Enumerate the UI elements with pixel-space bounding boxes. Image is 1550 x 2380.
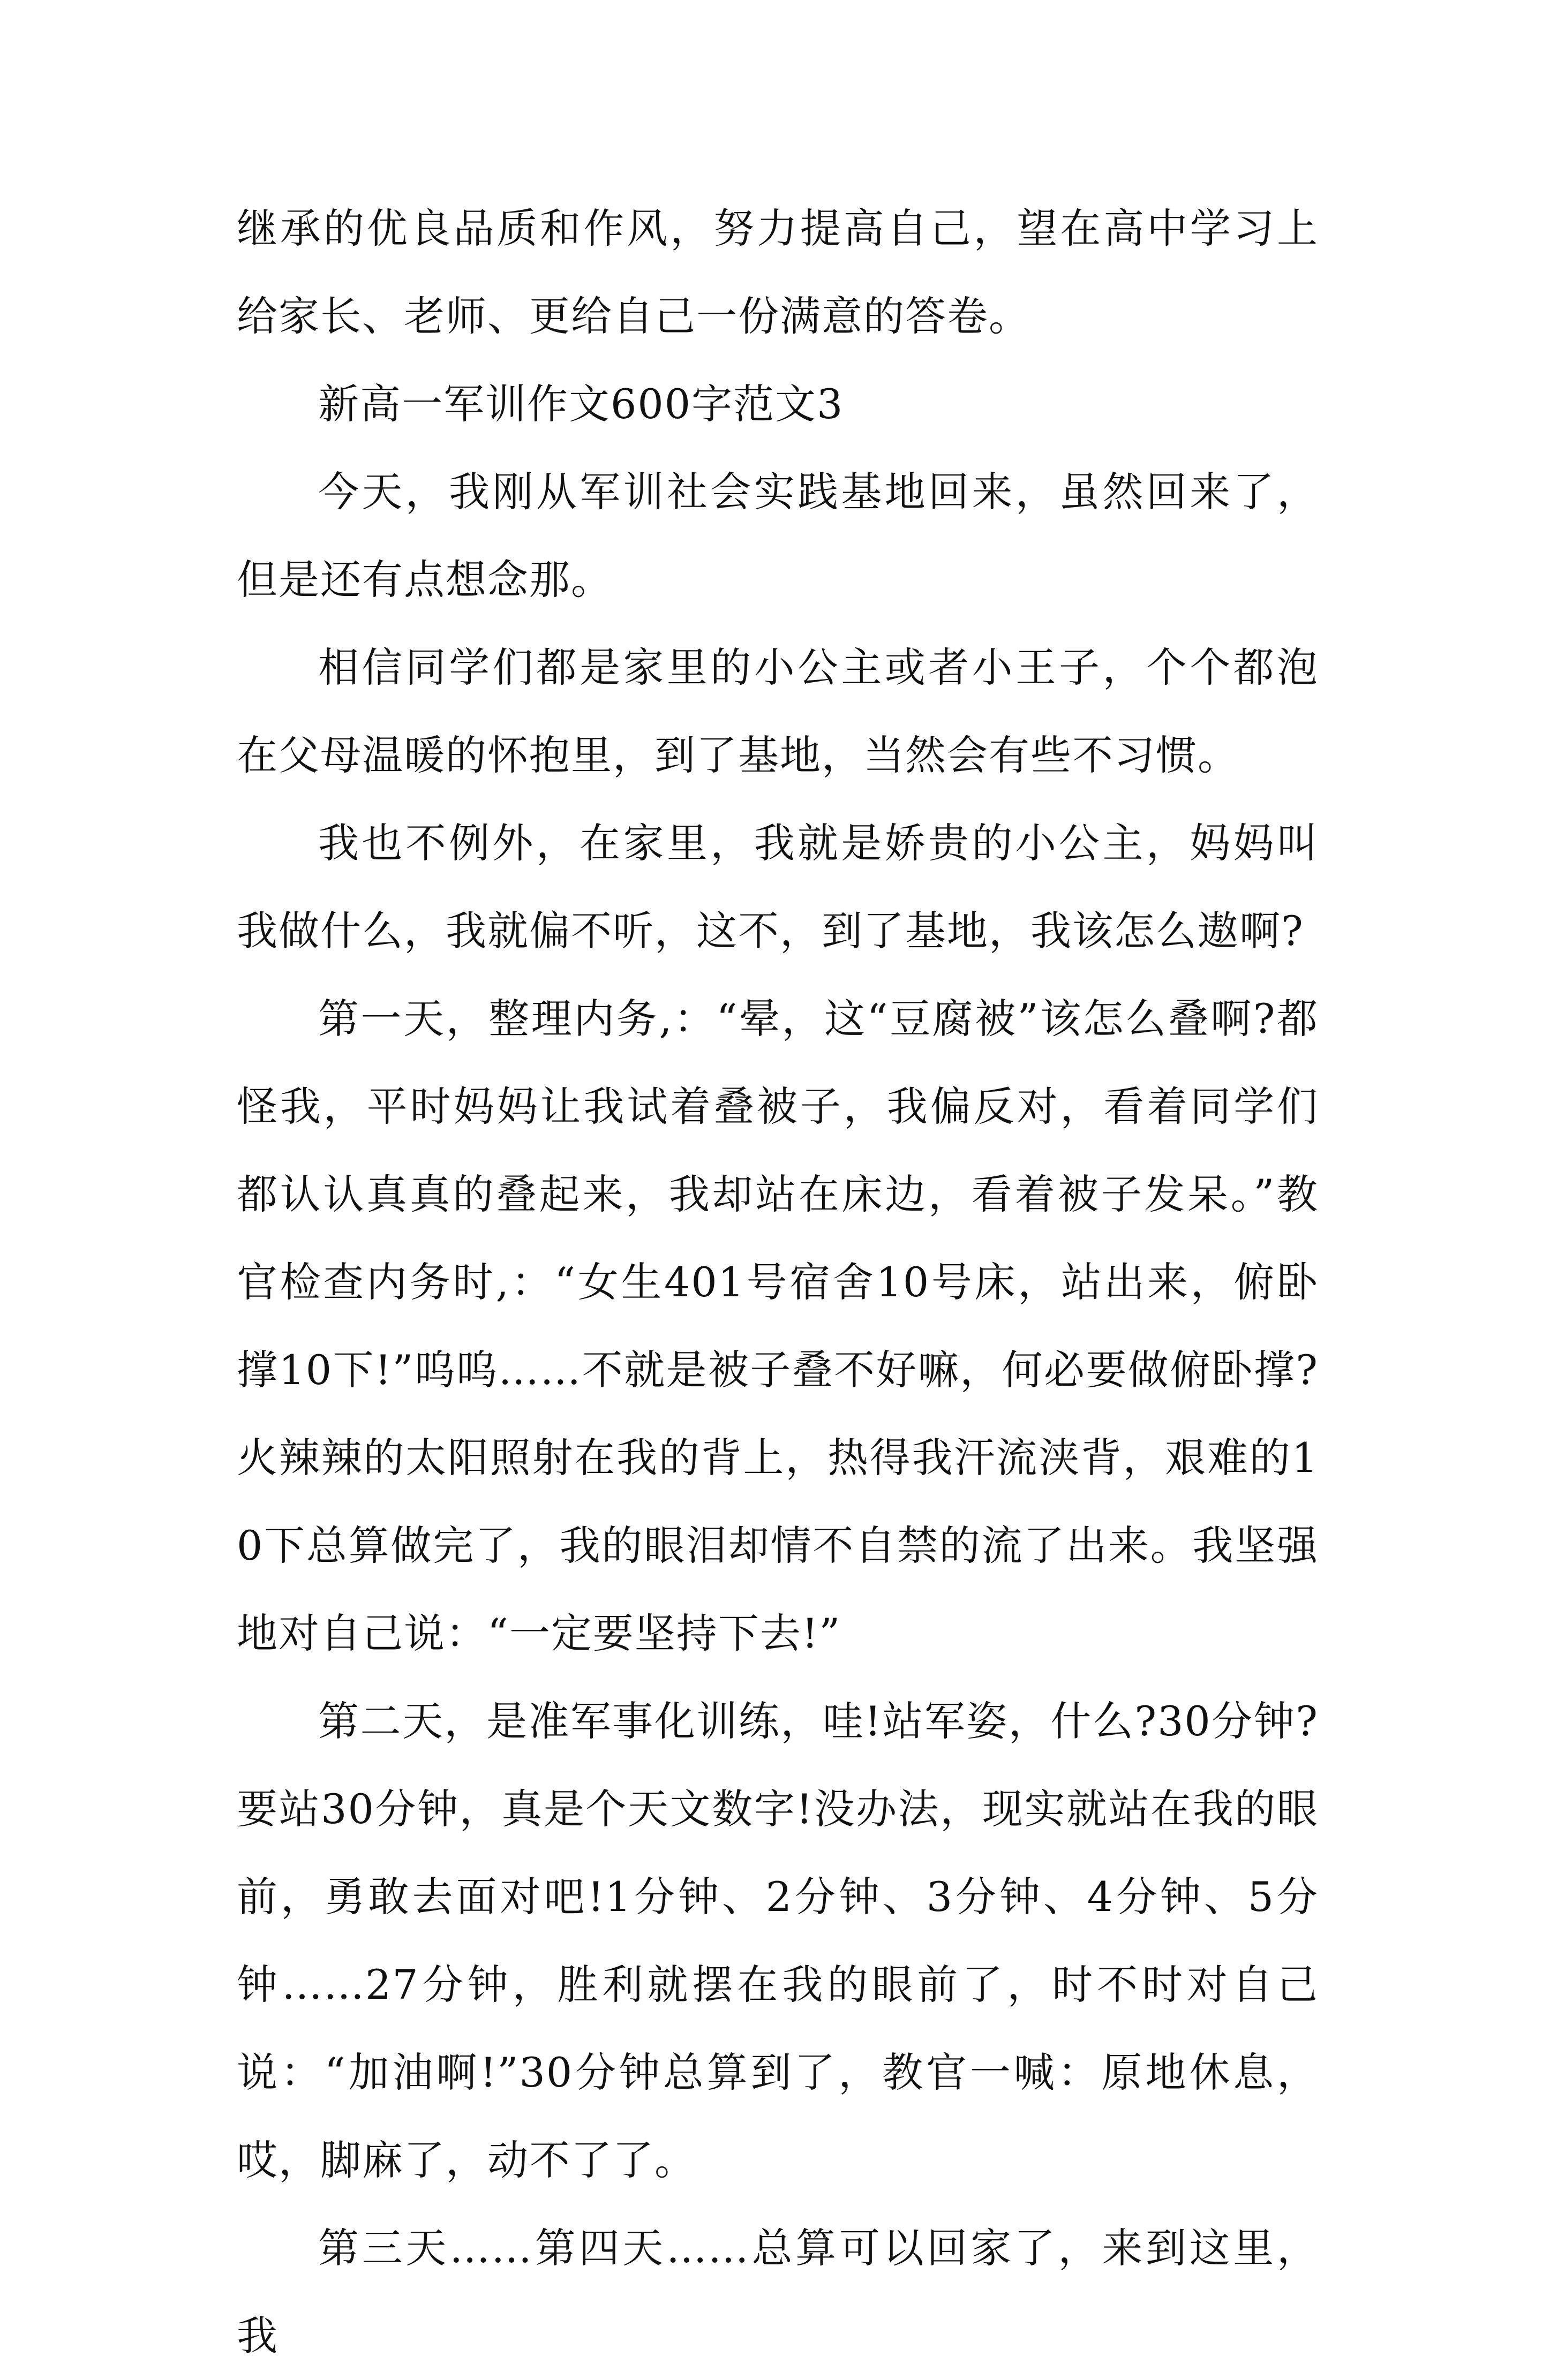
body-text	[237, 185, 1319, 2380]
paragraph: 第三天……第四天……总算可以回家了，来到这里，我	[237, 2224, 1319, 2360]
paragraph: 第一天，整理内务,：“晕，这“豆腐被”该怎么叠啊?都怪我，平时妈妈让我试着叠被子，我偏反对，看着同学们都认认真真的叠起来，我却站在床边，看着被子发呆。”教官检查内务时,：“女生401号宿舍10号床，站出来，俯卧撑10下!”呜呜……不就是被子叠不好嘛，何必要做俯卧撑?火辣辣的太阳照射在我的背上，热得我汗流浃背，艰难的10下总算做完了，我的眼泪却情不自禁的流了出来。我坚强地对自己说：“一定要坚持下去!”	[237, 995, 1319, 1657]
paragraph: 第二天，是准军事化训练，哇!站军姿，什么?30分钟?要站30分钟，真是个天文数字!没办法，现实就站在我的眼前，勇敢去面对吧!1分钟、2分钟、3分钟、4分钟、5分钟……27分钟，胜利就摆在我的眼前了，时不时对自己说：“加油啊!”30分钟总算到了，教官一喊：原地休息，哎，脚麻了，动不了了。	[237, 1697, 1319, 2184]
paragraph: 继承的优良品质和作风，努力提高自己，望在高中学习上给家长、老师、更给自己一份满意的答卷。	[237, 205, 1319, 340]
paragraph: 我也不例外，在家里，我就是娇贵的小公主，妈妈叫我做什么，我就偏不听，这不，到了基地，我该怎么遨啊?	[237, 819, 1319, 955]
paragraph: 相信同学们都是家里的小公主或者小王子，个个都泡在父母温暖的怀抱里，到了基地，当然会有些不习惯。	[237, 644, 1319, 779]
paragraph: 今天，我刚从军训社会实践基地回来，虽然回来了，但是还有点想念那。	[237, 468, 1319, 603]
section-heading: 新高一军训作文600字范文3	[318, 380, 844, 428]
